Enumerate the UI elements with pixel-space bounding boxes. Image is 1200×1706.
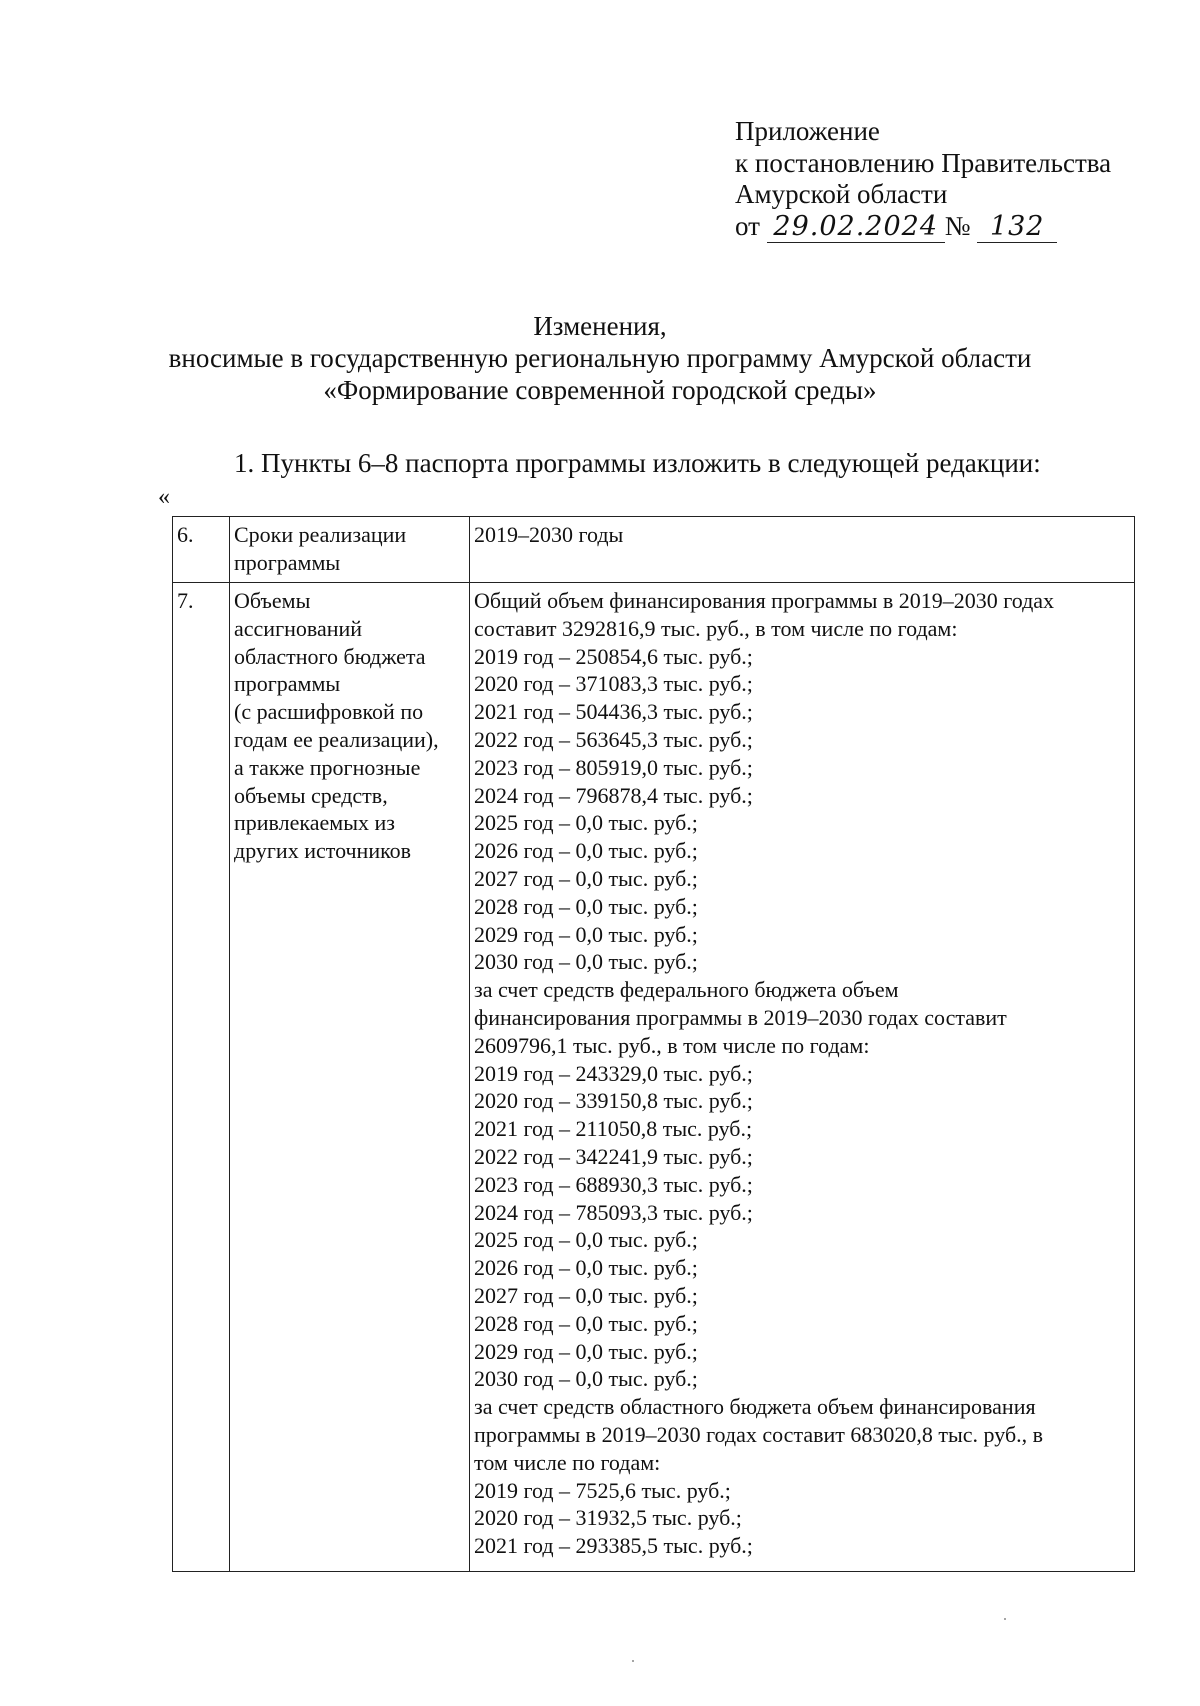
row-name-cell (230, 517, 470, 583)
handwritten-date: 29.02.2024 (767, 211, 945, 244)
row-value-line: том числе по годам: (474, 1449, 661, 1475)
scan-speck (632, 1660, 634, 1662)
scan-speck (1004, 1618, 1006, 1620)
row-value-line: 2021 год – 211050,8 тыс. руб.; (474, 1116, 753, 1142)
row-value-line: 2029 год – 0,0 тыс. руб.; (474, 1338, 698, 1364)
row-name-line: других источников (234, 838, 412, 864)
document-title (0, 310, 1200, 406)
row-value-cell (470, 583, 1135, 1572)
row-number: 7. (173, 583, 230, 1572)
row-name-line: объемы средств, (234, 782, 388, 808)
row-value-line: 2027 год – 0,0 тыс. руб.; (474, 1282, 698, 1308)
row-value-line: Общий объем финансирования программы в 2019–2030 годах (474, 588, 1055, 613)
row-value-line: 2022 год – 342241,9 тыс. руб.; (474, 1143, 753, 1169)
number-sign: № (944, 210, 971, 241)
row-value-line: 2609796,1 тыс. руб., в том числе по годам: (474, 1032, 870, 1058)
row-value-line: 2030 год – 0,0 тыс. руб.; (474, 949, 698, 975)
row-value-line: 2027 год – 0,0 тыс. руб.; (474, 865, 698, 891)
row-value-line: 2020 год – 31932,5 тыс. руб.; (474, 1505, 742, 1531)
row-value-line: за счет средств федерального бюджета объем (474, 977, 899, 1003)
row-value-line: 2028 год – 0,0 тыс. руб.; (474, 893, 698, 919)
row-value-line: 2023 год – 805919,0 тыс. руб.; (474, 754, 753, 780)
date-prefix: от (735, 210, 760, 241)
row-number: 6. (173, 517, 230, 583)
row-value-line: финансирования программы в 2019–2030 годах составит (474, 1004, 1007, 1030)
row-value-line: 2029 год – 0,0 тыс. руб.; (474, 921, 698, 947)
row-value-line: 2022 год – 563645,3 тыс. руб.; (474, 726, 753, 752)
row-value-line: 2020 год – 339150,8 тыс. руб.; (474, 1088, 753, 1114)
handwritten-number: 132 (977, 211, 1057, 244)
row-value-line: 2024 год – 785093,3 тыс. руб.; (474, 1199, 753, 1225)
row-value-line: за счет средств областного бюджета объем финансирования (474, 1394, 1036, 1420)
row-name-line: привлекаемых из (234, 810, 395, 836)
row-value-line: 2025 год – 0,0 тыс. руб.; (474, 1227, 698, 1253)
row-value-line: 2024 год – 796878,4 тыс. руб.; (474, 782, 753, 808)
clause-text: 1. Пункты 6–8 паспорта программы изложить в следующей редакции: (234, 448, 1041, 478)
row-name-line: программы (234, 671, 341, 697)
row-name-line: (с расшифровкой по (234, 699, 424, 725)
row-name-line: годам ее реализации), (234, 726, 439, 752)
row-name-line: Сроки реализации (234, 522, 407, 547)
row-value-line: 2020 год – 371083,3 тыс. руб.; (474, 671, 753, 697)
row-value-line: составит 3292816,9 тыс. руб., в том числе по годам: (474, 615, 958, 641)
row-value-line: 2019–2030 годы (474, 522, 624, 547)
appendix-date-line (735, 211, 1111, 244)
appendix-line: Амурской области (735, 179, 948, 209)
row-value-line: 2025 год – 0,0 тыс. руб.; (474, 810, 698, 836)
row-value-line: 2028 год – 0,0 тыс. руб.; (474, 1310, 698, 1336)
row-value-line: 2026 год – 0,0 тыс. руб.; (474, 838, 698, 864)
title-line: Изменения, (533, 311, 667, 341)
passport-table (172, 516, 1135, 1572)
appendix-line: к постановлению Правительства (735, 147, 1112, 178)
open-quote: « (158, 484, 170, 510)
row-value-line: 2019 год – 7525,6 тыс. руб.; (474, 1477, 731, 1503)
row-name-line: ассигнований (234, 615, 363, 641)
row-value-line: 2021 год – 504436,3 тыс. руб.; (474, 699, 753, 725)
row-value-line: 2019 год – 250854,6 тыс. руб.; (474, 643, 753, 669)
row-name-line: областного бюджета (234, 643, 426, 669)
appendix-line: Приложение (735, 116, 880, 146)
appendix-header (735, 116, 1111, 243)
row-value-line: 2023 год – 688930,3 тыс. руб.; (474, 1171, 753, 1197)
title-line: вносимые в государственную региональную программу Амурской области (168, 343, 1032, 373)
table-row (173, 517, 1135, 583)
row-name-line: а также прогнозные (234, 754, 421, 780)
row-value-line: 2019 год – 243329,0 тыс. руб.; (474, 1060, 753, 1086)
row-name-cell (230, 583, 470, 1572)
row-name-line: Объемы (234, 588, 311, 613)
title-line: «Формирование современной городской среды» (323, 375, 877, 405)
row-value-line: программы в 2019–2030 годах составит 683020,8 тыс. руб., в (474, 1421, 1044, 1447)
row-name-line: программы (234, 549, 341, 575)
row-value-line: 2030 год – 0,0 тыс. руб.; (474, 1366, 698, 1392)
row-value-line: 2021 год – 293385,5 тыс. руб.; (474, 1533, 753, 1559)
row-value-cell (470, 517, 1135, 583)
table-row (173, 583, 1135, 1572)
row-value-line: 2026 год – 0,0 тыс. руб.; (474, 1255, 698, 1281)
